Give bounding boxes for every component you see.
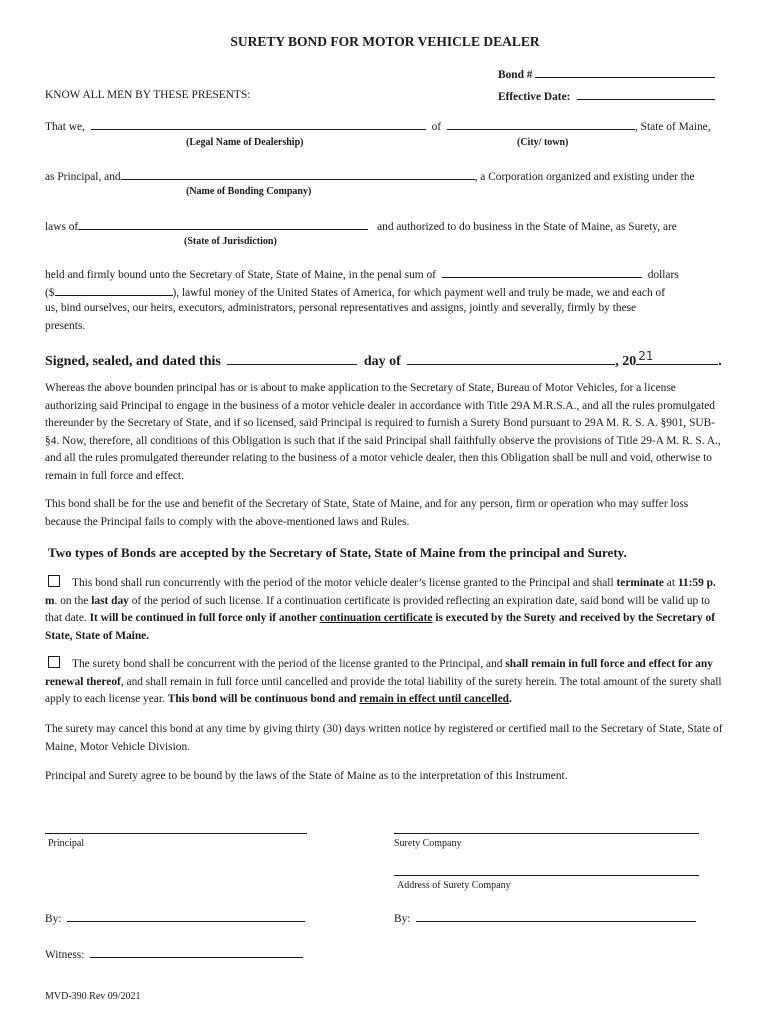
witness-field[interactable] (90, 947, 303, 958)
opt1-continued: It will be continued in full force only if another (89, 612, 320, 625)
witness-label: Witness: (45, 949, 85, 961)
held-line-4: presents. (45, 320, 86, 332)
surety-address-label: Address of Surety Company (397, 880, 511, 891)
dealership-name-field[interactable] (91, 119, 426, 130)
option-2-paragraph (45, 656, 725, 709)
principal-signature-line[interactable] (45, 833, 307, 834)
opt2-text-1: The surety bond shall be concurrent with the period of the license granted to the Principal, and (72, 658, 506, 670)
laws-of-label: laws of (45, 221, 79, 233)
authorized-text: and authorized to do business in the State of Maine, as Surety, are (377, 221, 677, 233)
city-caption: (City/ town) (517, 137, 569, 148)
held-text-a: held and firmly bound unto the Secretary of State, State of Maine, in the penal sum of (45, 269, 436, 281)
opt1-text-1: This bond shall run concurrently with the period of the motor vehicle dealer’s license granted to the Principal and shall (72, 577, 614, 589)
effective-date-field[interactable] (577, 89, 715, 100)
opt2-text-3: , and shall remain in full force until cancelled and provide the total liability of the surety herein. The total amount of the surety shall apply to each license year. (45, 675, 722, 706)
principal-by-label: By: (45, 913, 62, 925)
day-of-label: day of (363, 354, 401, 369)
effective-date-row (498, 89, 715, 103)
surety-address-line[interactable] (394, 875, 699, 876)
corporation-text: , a Corporation organized and existing under the (474, 171, 695, 183)
signed-year-field[interactable] (636, 350, 718, 365)
surety-by-row (394, 911, 696, 925)
year-prefix: , 20 (615, 354, 637, 369)
as-principal-label: as Principal, and (45, 171, 121, 183)
of-label: of (431, 121, 442, 133)
legal-name-caption: (Legal Name of Dealership) (186, 137, 304, 148)
opt2-renewal: shall remain in full force and effect for any renewal thereof (45, 658, 713, 688)
state-of-maine-text: , State of Maine, (634, 121, 711, 133)
dollars-label: dollars (647, 269, 679, 281)
held-line-1 (45, 267, 679, 281)
that-we-label: That we, (45, 121, 85, 133)
opt1-text-7: of the period of such license. If a continuation certificate is provided reflecting an expiration date, said bond will be valid up to that date. (45, 594, 710, 625)
opt2-period: . (509, 693, 512, 706)
principal-by-field[interactable] (67, 911, 305, 922)
opt1-text-3: at (663, 577, 678, 589)
penal-sum-amount-field[interactable] (55, 285, 173, 296)
surety-company-line[interactable] (394, 833, 699, 834)
option-1-checkbox[interactable] (48, 575, 60, 587)
opt1-terminate: terminate (616, 577, 664, 589)
opt1-time: 11:59 p. m (45, 577, 716, 607)
signed-year-value: 21 (638, 349, 654, 363)
surety-company-label: Surety Company (394, 838, 462, 849)
dollar-sign-label: ($ (45, 287, 55, 299)
effective-date-label: Effective Date: (498, 91, 571, 103)
signed-text: Signed, sealed, and dated this (45, 354, 221, 369)
signed-day-field[interactable] (227, 354, 357, 365)
form-id: MVD-390 Rev 09/2021 (45, 991, 141, 1002)
cancel-paragraph: The surety may cancel this bond at any time by giving thirty (30) days written notice by registered or certified mail to the Secretary of State, State of Maine, Motor Vehicle Division. (45, 723, 723, 753)
opt1-text-5: . on the (54, 594, 92, 607)
held-line-2 (45, 285, 665, 299)
signed-row: Signed, sealed, and dated this day of , 20 21 . (45, 349, 722, 369)
witness-row (45, 947, 303, 961)
page-title: SURETY BOND FOR MOTOR VEHICLE DEALER (230, 34, 540, 49)
opt2-until-cancelled: remain in effect until cancelled (359, 693, 509, 706)
opt1-executed: is executed by the Surety and received by the Secretary of State, State of Maine. (45, 612, 715, 642)
opt1-last-day: last day (91, 594, 129, 607)
know-all-text: KNOW ALL MEN BY THESE PRESENTS: (45, 89, 251, 101)
penal-sum-words-field[interactable] (442, 267, 642, 278)
surety-by-label: By: (394, 913, 411, 925)
principal-by-row (45, 911, 305, 925)
bond-number-field[interactable] (535, 67, 715, 78)
bond-number-row (498, 67, 715, 81)
held-line-3: us, bind ourselves, our heirs, executors, administrators, personal representatives and assigns, jointly and severally, firmly by these (45, 302, 637, 314)
signed-month-field[interactable] (407, 354, 615, 365)
jurisdiction-field[interactable] (78, 219, 368, 230)
principal-row (45, 169, 695, 183)
laws-row (45, 219, 677, 233)
that-we-row (45, 119, 711, 133)
two-types-heading: Two types of Bonds are accepted by the Secretary of State, State of Maine from the principal and Surety. (48, 545, 627, 560)
principal-label: Principal (48, 838, 85, 849)
held-text-b: ), lawful money of the United States of America, for which payment well and truly be made, we and each of (172, 287, 665, 299)
whereas-paragraph: Whereas the above bounden principal has or is about to make application to the Secretary of State, Bureau of Motor Vehicles, for a license authorizing said Principal to engage in the business of a motor vehicle dealer in accordance with Title 29A M.R.S.A., and all the rules promulgated thereunder by the Secretary of State, and if so licensed, said Principal is required to furnish a Surety Bond pursuant to 29A M. R. S. A. §901, SUB- §4. Now, therefore, all conditions of this Obligation is such that if the said Principal shall faithfully observe the provisions of Title 29-A M. R. S. A., and all the rules promulgated thereunder relating to the business of a motor vehicle dealer, then this Obligation shall be null and void, otherwise to remain in full force and effect. (45, 382, 721, 482)
jurisdiction-caption: (State of Jurisdiction) (184, 236, 277, 247)
bond-number-label: Bond # (498, 69, 533, 81)
agree-paragraph: Principal and Surety agree to be bound by the laws of the State of Maine as to the interpretation of this Instrument. (45, 770, 568, 782)
option-2-checkbox[interactable] (48, 656, 60, 668)
option-1-paragraph (45, 575, 725, 645)
bonding-company-field[interactable] (121, 169, 475, 180)
opt1-continuation-certificate: continuation certificate (319, 612, 433, 625)
benefit-paragraph: This bond shall be for the use and benefit of the Secretary of State, State of Maine, and for any person, firm or operation who may suffer loss because the Principal fails to comply with the above-mentioned laws and Rules. (45, 498, 689, 528)
surety-by-field[interactable] (416, 911, 696, 922)
city-field[interactable] (447, 119, 635, 130)
bonding-company-caption: (Name of Bonding Company) (186, 186, 312, 197)
opt2-continuous: This bond will be continuous bond and (167, 693, 360, 706)
